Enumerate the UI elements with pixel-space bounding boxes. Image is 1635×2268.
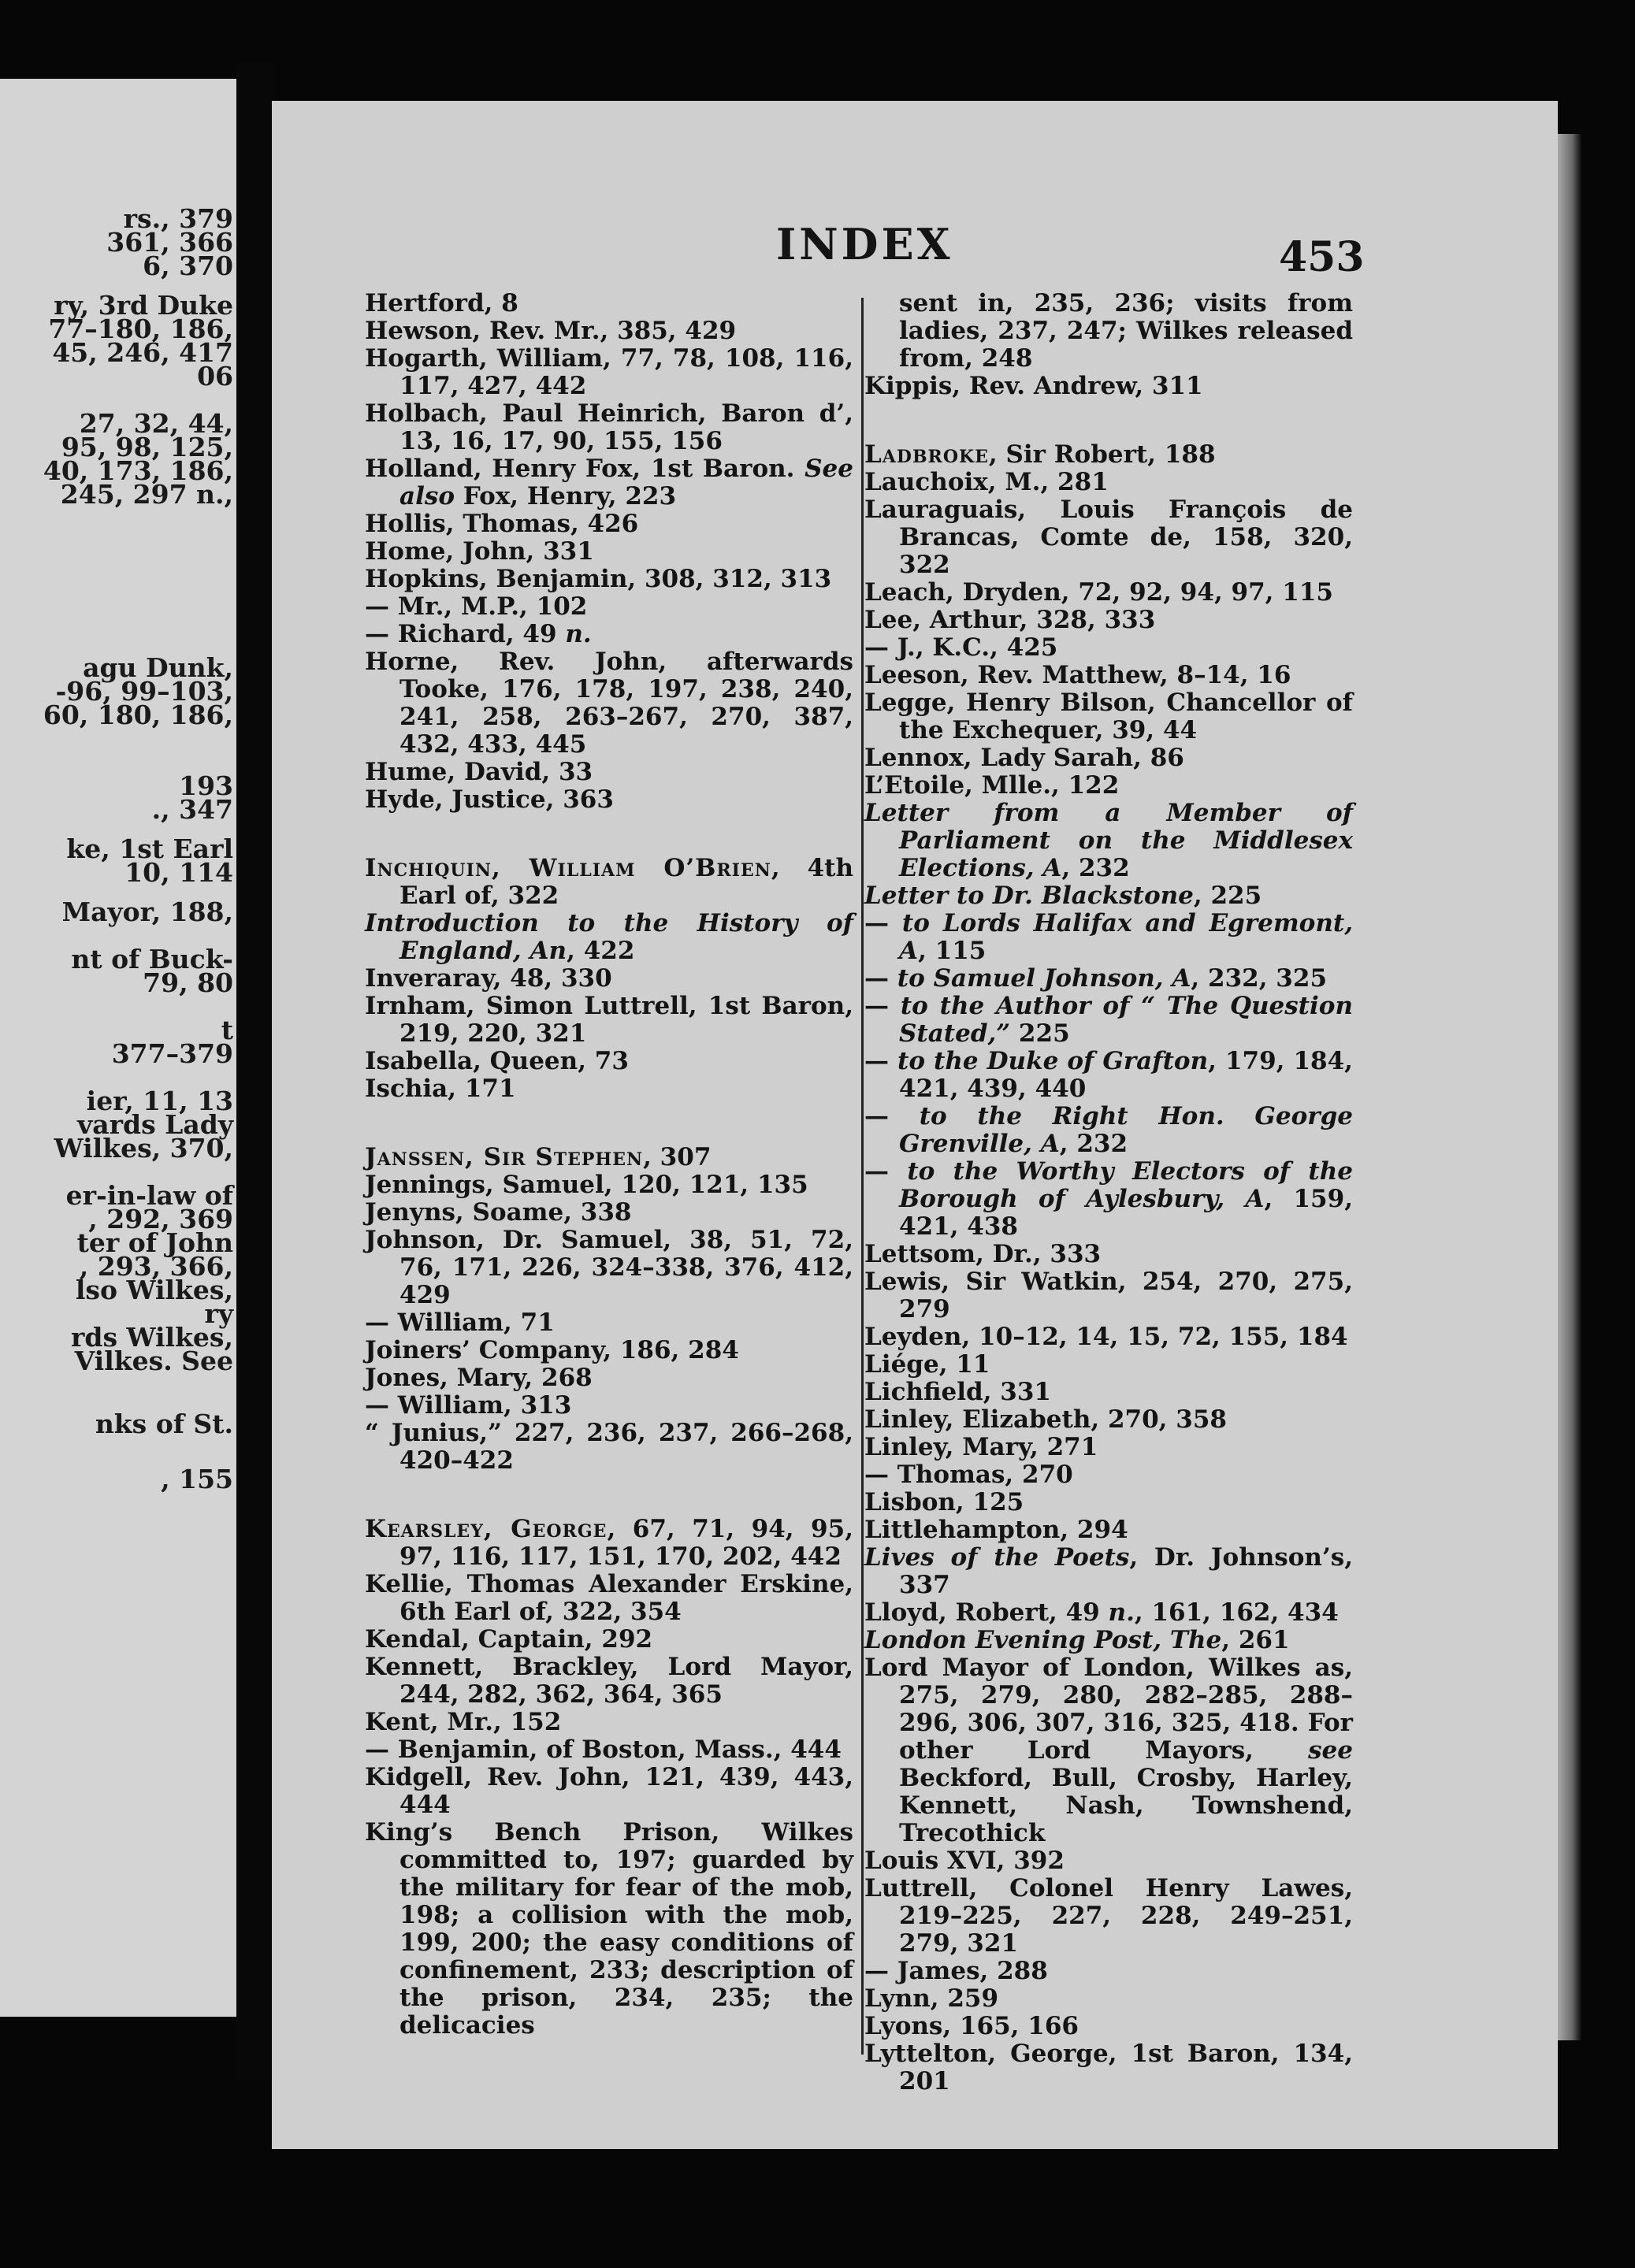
index-entry: Letter from a Member of Parliament on the Middlesex Elections, A, 232	[864, 799, 1353, 882]
facing-page-text-fragment: 377–379	[111, 1038, 233, 1069]
index-entry: Inchiquin, William O’Brien, 4th Earl of, 322	[365, 854, 854, 910]
facing-page-text-fragment: , 292, 369	[88, 1204, 233, 1234]
facing-page-text-fragment: ter of John	[76, 1227, 233, 1258]
index-entry: — Richard, 49 n.	[365, 620, 592, 648]
index-entry: — James, 288	[864, 1957, 1048, 1985]
facing-page-text-fragment: rs., 379	[123, 203, 233, 234]
facing-page-text-fragment: 45, 246, 417	[52, 337, 233, 368]
index-entry: Liége, 11	[864, 1350, 990, 1379]
facing-page-text-fragment: Wilkes, 370,	[54, 1133, 233, 1164]
index-entry: — William, 71	[365, 1308, 555, 1337]
facing-page-text-fragment: nt of Buck-	[71, 944, 233, 974]
facing-page-text-fragment: 60, 180, 186,	[43, 700, 233, 730]
index-entry: Kippis, Rev. Andrew, 311	[864, 372, 1203, 400]
facing-page-text-fragment: , 155	[161, 1464, 233, 1494]
index-entry: Joiners’ Company, 186, 284	[365, 1336, 739, 1364]
facing-page-text-fragment: ., 347	[151, 794, 233, 825]
page-edge	[1558, 134, 1581, 2040]
facing-page-text-fragment: lso Wilkes,	[75, 1275, 233, 1305]
index-entry: — to the Worthy Electors of the Borough of Aylesbury, A, 159, 421, 438	[864, 1157, 1353, 1241]
facing-page-text-fragment: 79, 80	[143, 967, 233, 998]
index-entry: Hertford, 8	[365, 289, 518, 317]
index-entry: Lisbon, 125	[864, 1488, 1024, 1516]
facing-page-text-fragment: ry	[204, 1298, 233, 1329]
facing-page-text-fragment: 06	[197, 361, 233, 392]
facing-page-text-fragment: rds Wilkes,	[70, 1322, 233, 1353]
index-page	[272, 101, 1558, 2149]
index-column-right	[864, 290, 1353, 2095]
index-entry: Lettsom, Dr., 333	[864, 1240, 1102, 1268]
facing-page-text-fragment: 95, 98, 125,	[61, 432, 233, 462]
index-entry: London Evening Post, The, 261	[864, 1626, 1290, 1654]
facing-page-text-fragment: agu Dunk,	[83, 652, 233, 683]
facing-page-text-fragment: 77–180, 186,	[48, 314, 233, 344]
index-entry: Jenyns, Soame, 338	[365, 1198, 632, 1227]
index-entry: Lichfield, 331	[864, 1378, 1051, 1406]
index-entry: Jones, Mary, 268	[365, 1364, 593, 1392]
index-entry: Hewson, Rev. Mr., 385, 429	[365, 317, 737, 345]
index-entry: Lyttelton, George, 1st Baron, 134, 201	[864, 2040, 1353, 2095]
index-entry: Isabella, Queen, 73	[365, 1047, 629, 1075]
index-entry: — Mr., M.P., 102	[365, 592, 588, 621]
index-entry: Lennox, Lady Sarah, 86	[864, 744, 1184, 772]
facing-page-text-fragment: 27, 32, 44,	[79, 408, 233, 439]
page-number: 453	[1279, 233, 1365, 281]
facing-page-text-fragment: t	[221, 1015, 233, 1045]
index-entry: Kearsley, George, 67, 71, 94, 95, 97, 116, 117, 151, 170, 202, 442	[365, 1515, 853, 1571]
index-entry: sent in, 235, 236; visits from ladies, 237, 247; Wilkes released from, 248	[899, 289, 1353, 373]
index-entry: Lee, Arthur, 328, 333	[864, 606, 1156, 634]
index-entry: Kellie, Thomas Alexander Erskine, 6th Earl of, 322, 354	[365, 1570, 853, 1626]
index-entry: Luttrell, Colonel Henry Lawes, 219–225, 227, 228, 249–251, 279, 321	[864, 1874, 1353, 1958]
index-entry: Home, John, 331	[365, 537, 594, 566]
index-entry: Holland, Henry Fox, 1st Baron. See also Fox, Henry, 223	[365, 455, 853, 510]
facing-page-text-fragment: ry, 3rd Duke	[54, 290, 233, 321]
column-divider	[861, 298, 864, 2055]
index-entry: — to the Right Hon. George Grenville, A, 232	[864, 1102, 1353, 1158]
index-entry: Louis XVI, 392	[864, 1847, 1065, 1875]
index-entry: Kidgell, Rev. John, 121, 439, 443, 444	[365, 1763, 853, 1819]
index-entry: Jennings, Samuel, 120, 121, 135	[365, 1171, 808, 1199]
index-entry: “ Junius,” 227, 236, 237, 266–268, 420–422	[365, 1419, 853, 1475]
index-entry: Lewis, Sir Watkin, 254, 270, 275, 279	[864, 1268, 1353, 1323]
index-entry: Lauchoix, M., 281	[864, 468, 1109, 496]
index-entry: Kent, Mr., 152	[365, 1708, 562, 1736]
index-entry: Horne, Rev. John, afterwards Tooke, 176, 178, 197, 238, 240, 241, 258, 263–267, 270, 387, 432, 433, 445	[365, 648, 853, 759]
index-entry: Lives of the Poets, Dr. Johnson’s, 337	[864, 1543, 1354, 1599]
facing-page-text-fragment: vards Lady	[77, 1109, 233, 1140]
index-entry: Janssen, Sir Stephen, 307	[365, 1143, 712, 1171]
facing-page-text-fragment: nks of St.	[95, 1409, 233, 1439]
index-entry: Hume, David, 33	[365, 758, 593, 786]
index-entry: Leeson, Rev. Matthew, 8–14, 16	[864, 661, 1291, 689]
index-entry: Hollis, Thomas, 426	[365, 510, 639, 538]
index-entry: Letter to Dr. Blackstone, 225	[864, 882, 1262, 910]
facing-page-fragment	[0, 79, 236, 2017]
index-entry: Kennett, Brackley, Lord Mayor, 244, 282, 362, 364, 365	[365, 1653, 853, 1709]
index-entry: — J., K.C., 425	[864, 633, 1058, 662]
index-entry: — Thomas, 270	[864, 1461, 1073, 1489]
index-column-left	[365, 290, 853, 2040]
facing-page-text-fragment: 10, 114	[124, 857, 233, 888]
index-entry: Linley, Elizabeth, 270, 358	[864, 1405, 1227, 1434]
facing-page-text-fragment: 193	[179, 770, 233, 801]
index-entry: Hyde, Justice, 363	[365, 785, 614, 814]
index-entry: Leach, Dryden, 72, 92, 94, 97, 115	[864, 578, 1333, 607]
facing-page-text-fragment: 6, 370	[143, 251, 233, 281]
index-entry: Kendal, Captain, 292	[365, 1625, 653, 1654]
index-entry: — Benjamin, of Boston, Mass., 444	[365, 1735, 842, 1764]
index-entry: Leyden, 10–12, 14, 15, 72, 155, 184	[864, 1323, 1348, 1351]
index-entry: Inveraray, 48, 330	[365, 964, 612, 993]
facing-page-text-fragment: Vilkes. See	[74, 1346, 233, 1376]
index-entry: Lord Mayor of London, Wilkes as, 275, 279, 280, 282–285, 288–296, 306, 307, 316, 325, 418. For other Lord Mayors, see Beckford, Bull, Crosby, Harley, Kennett, Nash, Townshend, Trecothick	[864, 1654, 1353, 1847]
index-entry: Introduction to the History of England, An, 422	[365, 909, 853, 965]
index-entry: — to the Author of “ The Question Stated,” 225	[864, 992, 1353, 1048]
index-entry: L’Etoile, Mlle., 122	[864, 771, 1120, 800]
facing-page-text-fragment: 40, 173, 186,	[43, 455, 233, 486]
index-entry: Legge, Henry Bilson, Chancellor of the Exchequer, 39, 44	[864, 689, 1353, 744]
facing-page-text-fragment: Mayor, 188,	[61, 896, 233, 927]
facing-page-text-fragment: ke, 1st Earl	[66, 833, 233, 864]
index-entry: Ischia, 171	[365, 1075, 516, 1103]
index-entry: — to Samuel Johnson, A, 232, 325	[864, 964, 1328, 993]
index-entry: Lloyd, Robert, 49 n., 161, 162, 434	[864, 1598, 1339, 1627]
index-entry: Irnham, Simon Luttrell, 1st Baron, 219, 220, 321	[365, 992, 853, 1048]
facing-page-text-fragment: 361, 366	[106, 227, 233, 258]
book-gutter	[236, 63, 276, 2080]
index-entry: Hopkins, Benjamin, 308, 312, 313	[365, 565, 832, 593]
facing-page-text-fragment: , 293, 366,	[79, 1251, 233, 1282]
facing-page-text-fragment: ier, 11, 13	[86, 1086, 233, 1116]
index-entry: Johnson, Dr. Samuel, 38, 51, 72, 76, 171, 226, 324–338, 376, 412, 429	[365, 1226, 853, 1309]
index-entry: — to Lords Halifax and Egremont, A, 115	[864, 909, 1353, 965]
facing-page-text-fragment: 245, 297 n.,	[60, 479, 233, 510]
facing-page-text-fragment: er-in-law of	[65, 1180, 233, 1211]
index-entry: Littlehampton, 294	[864, 1516, 1128, 1544]
facing-page-text-fragment: -96, 99–103,	[55, 676, 233, 707]
running-head: INDEX	[776, 219, 953, 269]
index-entry: King’s Bench Prison, Wilkes committed to, 197; guarded by the military for fear of the mob, 198; a collision with the mob, 199, 200; the easy conditions of confinement, 233; description of the prison, 234, 235; the delicacies	[365, 1818, 853, 2040]
index-entry: — to the Duke of Grafton, 179, 184, 421, 439, 440	[864, 1047, 1353, 1103]
index-entry: Hogarth, William, 77, 78, 108, 116, 117, 427, 442	[365, 344, 853, 400]
index-entry: Lyons, 165, 166	[864, 2012, 1079, 2040]
index-entry: — William, 313	[365, 1391, 572, 1420]
index-entry: Lauraguais, Louis François de Brancas, Comte de, 158, 320, 322	[864, 496, 1353, 579]
index-entry: Lynn, 259	[864, 1984, 999, 2013]
index-entry: Ladbroke, Sir Robert, 188	[864, 440, 1216, 469]
index-entry: Holbach, Paul Heinrich, Baron d’, 13, 16, 17, 90, 155, 156	[365, 399, 853, 455]
index-entry: Linley, Mary, 271	[864, 1433, 1098, 1461]
